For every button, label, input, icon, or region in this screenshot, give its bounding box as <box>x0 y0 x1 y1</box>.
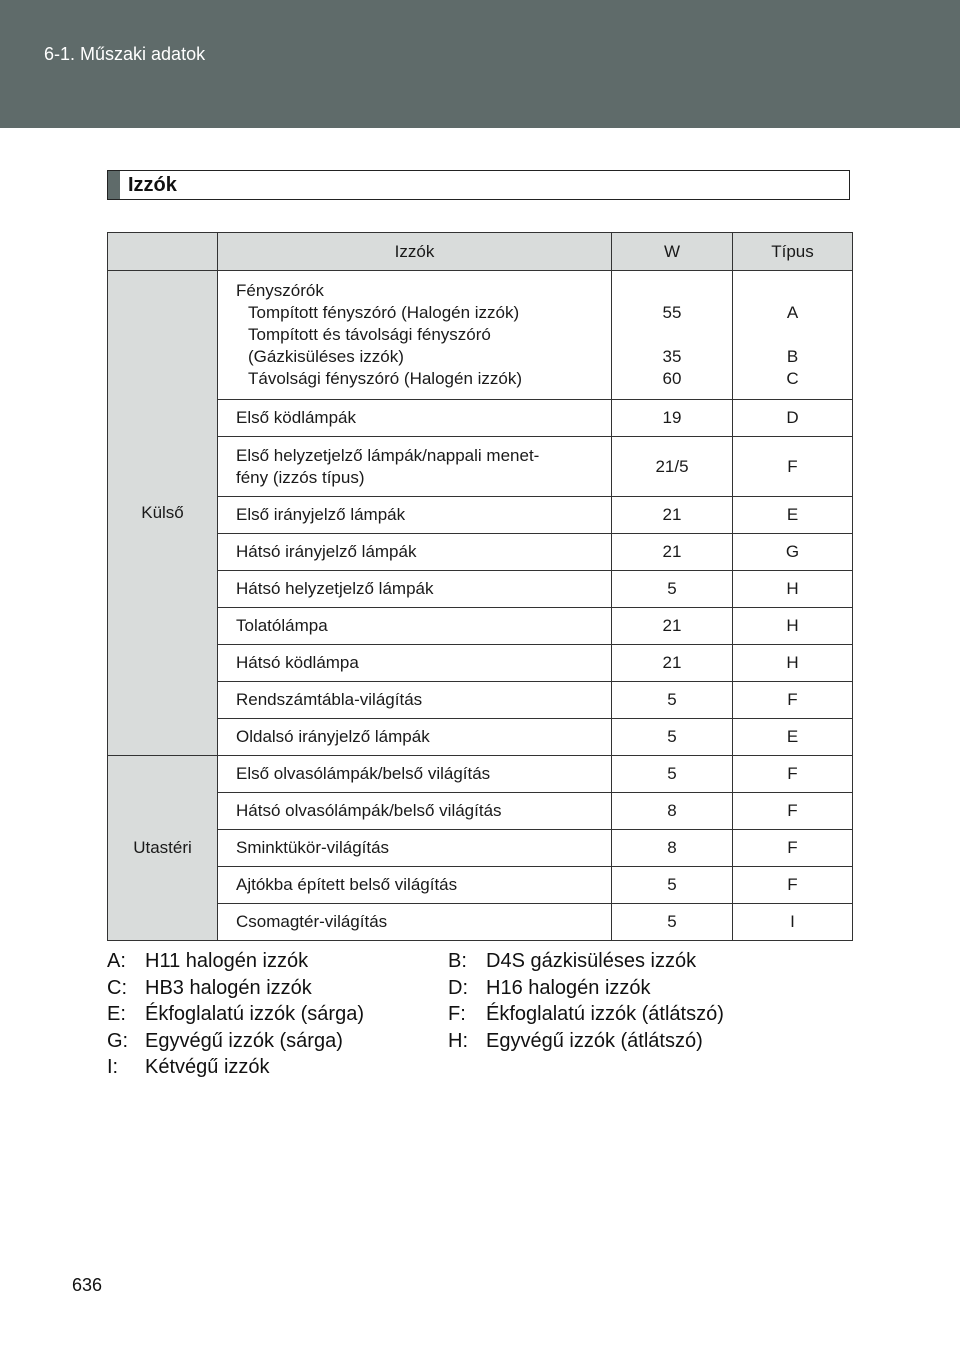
type-code-line: F <box>787 690 798 709</box>
watt-value-line <box>612 280 732 302</box>
watt-value-line: 35 <box>662 347 682 366</box>
type-code-cell <box>733 437 853 497</box>
watt-value-line <box>612 324 732 346</box>
group-label: Utastéri <box>108 756 218 941</box>
type-code-line: F <box>787 838 798 857</box>
header-bulbs: Izzók <box>218 233 612 271</box>
watt-value-line: 5 <box>667 579 677 598</box>
legend-code: D: <box>448 976 468 999</box>
bulb-name-cell <box>218 793 612 830</box>
type-code-cell <box>733 497 853 534</box>
watt-value-line: 5 <box>667 764 677 783</box>
watt-value-cell <box>612 497 733 534</box>
legend-item <box>107 977 312 1003</box>
bulb-name-cell <box>218 719 612 756</box>
legend-text: D4S gázkisüléses izzók <box>486 950 697 972</box>
table-row <box>108 682 853 719</box>
type-code-line: G <box>785 542 800 561</box>
legend-item <box>448 1003 724 1029</box>
type-code-cell <box>733 645 853 682</box>
bulb-name-line: Első irányjelző lámpák <box>236 505 406 524</box>
watt-value-cell <box>612 271 733 400</box>
table-row <box>108 793 853 830</box>
legend-text: HB3 halogén izzók <box>145 976 312 999</box>
legend-code: B: <box>448 950 467 972</box>
legend-text: H16 halogén izzók <box>486 976 651 999</box>
type-code-cell <box>733 719 853 756</box>
watt-value-cell <box>612 534 733 571</box>
heading-accent-bar <box>108 171 120 199</box>
bulb-name-line: (Gázkisüléses izzók) <box>248 347 404 366</box>
type-code-line: H <box>786 616 799 635</box>
watt-value-cell <box>612 400 733 437</box>
type-code-cell <box>733 571 853 608</box>
watt-value-cell <box>612 645 733 682</box>
watt-value-cell <box>612 437 733 497</box>
bulb-name-line: Rendszámtábla-világítás <box>236 690 423 709</box>
bulb-name-line: fény (izzós típus) <box>236 467 365 487</box>
watt-value-cell <box>612 867 733 904</box>
table-row <box>108 437 853 497</box>
type-code-line: B <box>786 347 799 366</box>
type-code-cell <box>733 534 853 571</box>
legend-text: Kétvégű izzók <box>145 1056 270 1078</box>
bulb-name-line: Első helyzetjelző lámpák/nappali menet- <box>236 445 540 465</box>
watt-value-cell <box>612 719 733 756</box>
section-title: Izzók <box>128 174 177 196</box>
legend-text: Egyvégű izzók (sárga) <box>145 1029 343 1052</box>
bulb-name-cell <box>218 830 612 867</box>
section-breadcrumb: 6-1. Műszaki adatok <box>44 44 206 64</box>
table-row <box>108 400 853 437</box>
watt-value-line: 8 <box>667 801 677 820</box>
type-code-line <box>733 324 852 346</box>
type-code-line: F <box>787 764 798 783</box>
type-code-line: D <box>786 408 799 427</box>
legend-code: H: <box>448 1029 468 1052</box>
table-row <box>108 571 853 608</box>
watt-value-cell <box>612 793 733 830</box>
watt-value-cell <box>612 756 733 793</box>
watt-value-line: 19 <box>662 408 682 427</box>
bulb-name-cell <box>218 437 612 497</box>
type-code-line: A <box>786 303 799 322</box>
legend-item <box>448 1030 703 1056</box>
legend-text: Ékfoglalatú izzók (sárga) <box>145 1003 364 1025</box>
table-row <box>108 534 853 571</box>
table-header-row <box>108 233 853 271</box>
bulb-name-line: Első olvasólámpák/belső világítás <box>236 764 491 783</box>
bulb-name-line: Oldalsó irányjelző lámpák <box>236 727 430 746</box>
bulb-name-line: Hátsó irányjelző lámpák <box>236 542 417 561</box>
type-code-cell <box>733 682 853 719</box>
legend-text: H11 halogén izzók <box>145 950 309 972</box>
page-header-bar <box>0 0 960 128</box>
bulb-name-line: Tompított fényszóró (Halogén izzók) <box>248 303 520 322</box>
legend-code: I: <box>107 1056 119 1078</box>
bulb-name-cell <box>218 400 612 437</box>
watt-value-cell <box>612 608 733 645</box>
bulb-name-line: Fényszórók <box>236 281 324 300</box>
type-code-cell <box>733 271 853 400</box>
bulb-name-line: Távolsági fényszóró (Halogén izzók) <box>248 369 523 388</box>
table-row <box>108 497 853 534</box>
watt-value-line: 21 <box>662 616 682 635</box>
table-row <box>108 271 853 400</box>
type-code-line: I <box>790 912 795 931</box>
table-row <box>108 608 853 645</box>
watt-value-line: 5 <box>667 690 677 709</box>
legend-item <box>448 950 696 976</box>
table-row <box>108 867 853 904</box>
type-code-line: F <box>787 875 798 894</box>
bulb-name-cell <box>218 756 612 793</box>
type-code-cell <box>733 756 853 793</box>
type-code-line: H <box>786 653 799 672</box>
bulb-name-line: Tompított és távolsági fényszóró <box>248 325 491 344</box>
type-code-line: E <box>786 727 799 746</box>
table-row <box>108 904 853 941</box>
type-code-line: F <box>787 456 798 476</box>
type-code-line: E <box>786 505 799 524</box>
bulb-name-cell <box>218 497 612 534</box>
bulb-name-line: Hátsó ködlámpa <box>236 653 359 672</box>
watt-value-cell <box>612 830 733 867</box>
watt-value-line: 21 <box>662 505 682 524</box>
watt-value-cell <box>612 571 733 608</box>
bulb-name-cell <box>218 608 612 645</box>
bulb-name-cell <box>218 645 612 682</box>
bulb-name-cell <box>218 904 612 941</box>
legend-item <box>107 950 308 976</box>
bulb-name-line: Hátsó olvasólámpák/belső világítás <box>236 801 502 820</box>
bulb-name-line: Sminktükör-világítás <box>236 838 390 857</box>
legend-code: E: <box>107 1003 126 1025</box>
type-code-line: C <box>786 369 799 388</box>
bulb-name-cell <box>218 534 612 571</box>
type-code-cell <box>733 793 853 830</box>
bulb-name-line: Csomagtér-világítás <box>236 912 388 931</box>
bulb-name-line: Tolatólámpa <box>236 616 328 635</box>
watt-value-line: 21 <box>662 542 682 561</box>
watt-value-line: 55 <box>662 303 682 322</box>
type-code-line: H <box>786 579 799 598</box>
bulb-name-line: Első ködlámpák <box>236 408 357 427</box>
legend-code: A: <box>107 950 126 972</box>
legend-item <box>107 1056 270 1082</box>
watt-value-line: 60 <box>662 369 682 388</box>
type-code-line: F <box>787 801 798 820</box>
bulb-name-cell <box>218 271 612 400</box>
table-body <box>108 271 853 941</box>
bulb-name-line: Hátsó helyzetjelző lámpák <box>236 579 434 598</box>
type-code-cell <box>733 608 853 645</box>
table-row <box>108 719 853 756</box>
type-code-line <box>733 280 852 302</box>
legend-code: G: <box>107 1029 129 1052</box>
watt-value-cell <box>612 904 733 941</box>
type-code-cell <box>733 867 853 904</box>
legend-item <box>107 1030 343 1056</box>
type-code-cell <box>733 830 853 867</box>
watt-value-line: 5 <box>667 912 677 931</box>
watt-value-line: 5 <box>667 727 677 746</box>
type-code-cell <box>733 904 853 941</box>
bulb-name-cell <box>218 682 612 719</box>
legend-item <box>107 1003 364 1029</box>
legend-text: Ékfoglalatú izzók (átlátszó) <box>486 1003 724 1025</box>
watt-value-cell <box>612 682 733 719</box>
watt-value-line: 21/5 <box>655 456 689 476</box>
header-group <box>108 233 218 271</box>
bulb-name-cell <box>218 867 612 904</box>
type-code-cell <box>733 400 853 437</box>
bulb-spec-table <box>107 232 853 941</box>
page-number: 636 <box>72 1275 103 1295</box>
table-row <box>108 645 853 682</box>
legend-item <box>448 977 651 1003</box>
watt-value-line: 5 <box>667 875 677 894</box>
legend-code: F: <box>448 1003 466 1025</box>
section-heading <box>107 170 850 200</box>
bulb-name-cell <box>218 571 612 608</box>
watt-value-line: 8 <box>667 838 677 857</box>
bulb-name-line: Ajtókba épített belső világítás <box>236 875 458 894</box>
header-type: Típus <box>733 233 853 271</box>
watt-value-line: 21 <box>662 653 682 672</box>
legend-code: C: <box>107 976 127 999</box>
table-row <box>108 830 853 867</box>
table-row <box>108 756 853 793</box>
group-label: Külső <box>108 271 218 756</box>
legend-text: Egyvégű izzók (átlátszó) <box>486 1029 703 1052</box>
header-watt: W <box>612 233 733 271</box>
